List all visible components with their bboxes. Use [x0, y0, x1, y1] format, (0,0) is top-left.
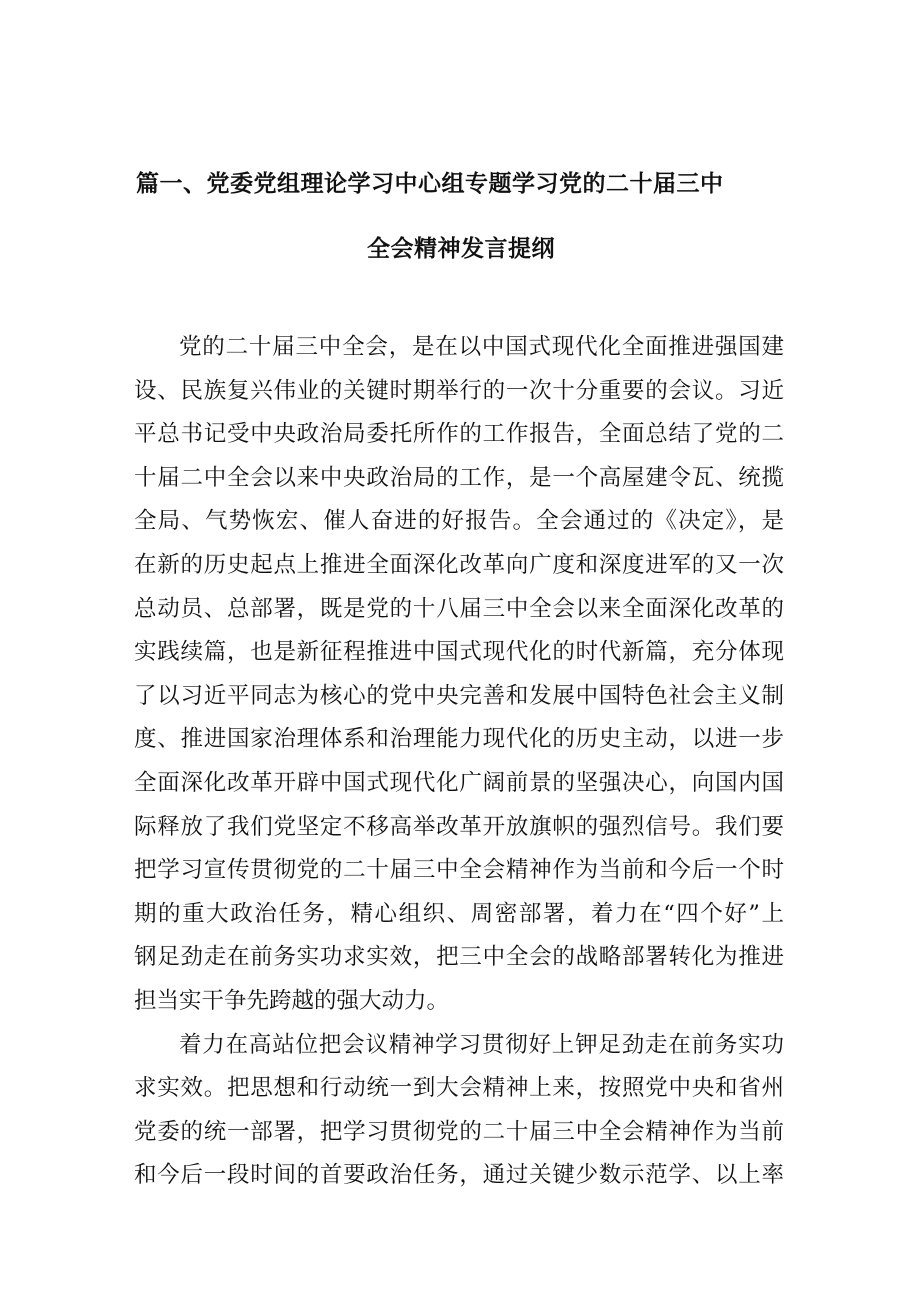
- text-line: 着力在高站位把会议精神学习贯彻好上钾足劲走在前务实功: [179, 1031, 784, 1058]
- document-title-line-2: 全会精神发言提纲: [367, 236, 555, 262]
- text-line: 度、推进国家治理体系和治理能力现代化的历史主动，以进一步: [134, 726, 784, 753]
- paragraph-2: [134, 1024, 784, 1198]
- text-line: 平总书记受中央政治局委托所作的工作报告，全面总结了党的二: [134, 421, 784, 448]
- document-body: [134, 326, 784, 1198]
- text-line: 在新的历史起点上推进全面深化改革向广度和深度进军的又一次: [134, 551, 784, 578]
- text-line: 担当实干争先跨越的强大动力。: [134, 987, 450, 1014]
- text-line: 把学习宣传贯彻党的二十届三中全会精神作为当前和今后一个时: [134, 857, 784, 884]
- text-line: 实践续篇，也是新征程推进中国式现代化的时代新篇，充分体现: [134, 639, 784, 666]
- text-line: 全面深化改革开辟中国式现代化广阔前景的坚强决心，向国内国: [134, 769, 784, 796]
- text-line: 总动员、总部署，既是党的十八届三中全会以来全面深化改革的: [134, 595, 784, 622]
- text-line: 求实效。把思想和行动统一到大会精神上来，按照党中央和省州: [134, 1075, 784, 1102]
- text-line: 了以习近平同志为核心的党中央完善和发展中国特色社会主义制: [134, 682, 784, 709]
- text-line: 期的重大政治任务，精心组织、周密部署，着力在“四个好”上: [134, 900, 784, 927]
- paragraph-1: [134, 326, 784, 1024]
- text-line: 际释放了我们党坚定不移高举改革开放旗帜的强烈信号。我们要: [134, 813, 784, 840]
- text-line: 党委的统一部署，把学习贯彻党的二十届三中全会精神作为当前: [134, 1118, 784, 1145]
- document-title-line-1: 篇一、党委党组理论学习中心组专题学习党的二十届三中: [136, 171, 724, 197]
- text-line: 全局、气势恢宏、催人奋进的好报告。全会通过的《决定》，是: [134, 508, 784, 535]
- text-line: 党的二十届三中全会，是在以中国式现代化全面推进强国建: [179, 334, 784, 360]
- text-line: 和今后一段时间的首要政治任务，通过关键少数示范学、以上率: [134, 1162, 784, 1189]
- text-line: 钢足劲走在前务实功求实效，把三中全会的战略部署转化为推进: [134, 944, 784, 971]
- text-line: 十届二中全会以来中央政治局的工作，是一个高屋建令瓦、统揽: [134, 464, 784, 491]
- text-line: 设、民族复兴伟业的关键时期举行的一次十分重要的会议。习近: [134, 377, 784, 404]
